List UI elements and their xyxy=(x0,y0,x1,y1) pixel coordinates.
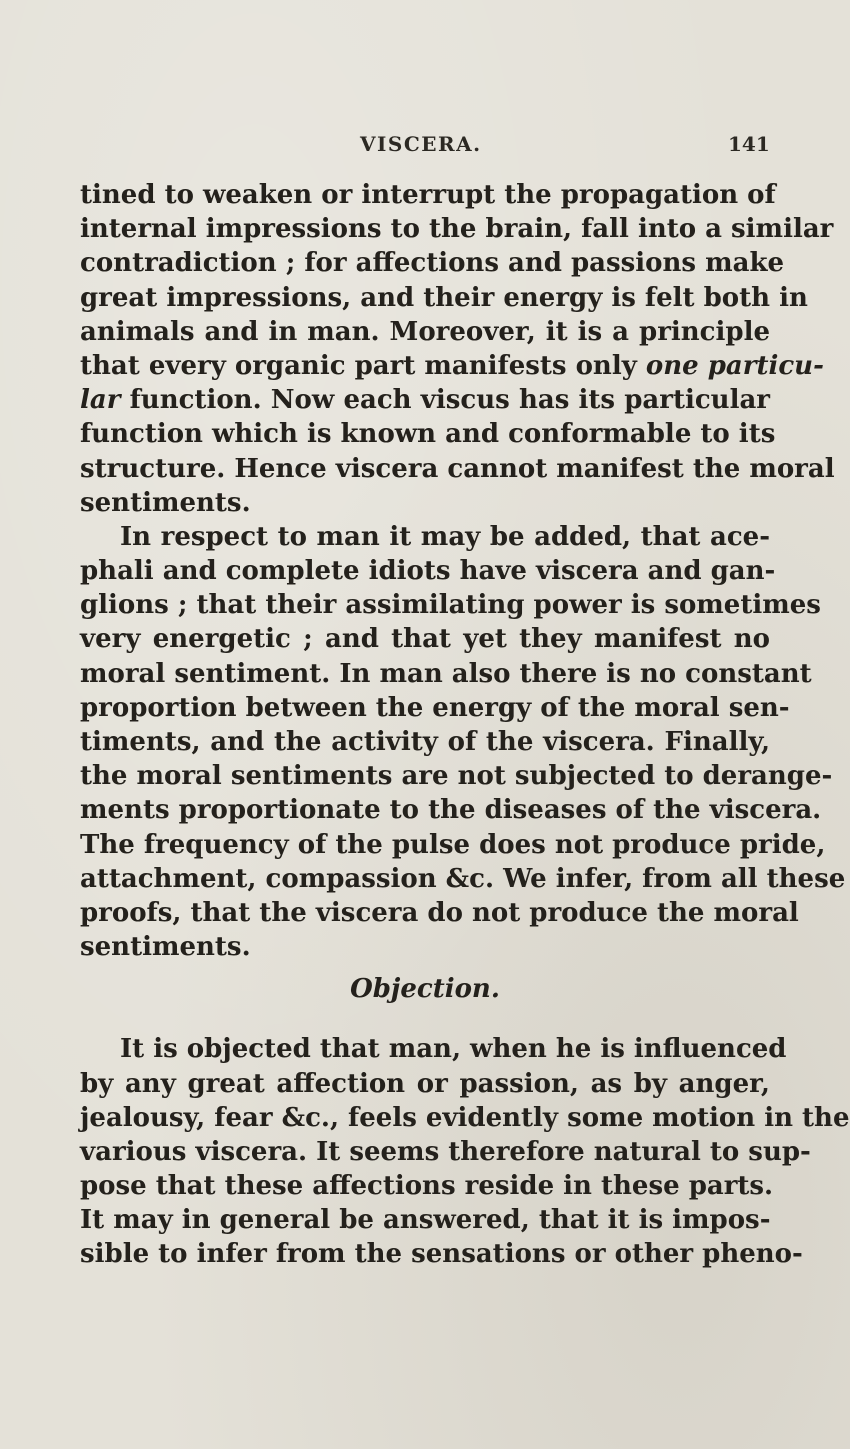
text-line: very energetic ; and that yet they manifest no xyxy=(80,624,770,655)
text-line: proofs, that the viscera do not produce the moral xyxy=(80,897,799,928)
text-line: timents, and the activity of the viscera. Finally, xyxy=(80,727,770,757)
text-line: jealousy, fear &c., feels evidently some motion in the xyxy=(80,1102,850,1133)
text-line: sentiments. xyxy=(80,487,251,518)
text-line: by any great affection or passion, as by anger, xyxy=(80,1068,770,1099)
section-heading: Objection. xyxy=(350,974,500,1005)
body-text xyxy=(80,178,850,1272)
text-line: sible to infer from the sensations or other pheno- xyxy=(80,1239,803,1270)
text-line: It may in general be answered, that it is impos- xyxy=(80,1205,771,1236)
running-title: VISCERA. xyxy=(360,132,482,156)
text-segment: function. Now each viscus has its particular xyxy=(129,385,770,416)
text-line: great impressions, and their energy is felt both in xyxy=(80,282,808,313)
text-segment: that every organic part manifests only xyxy=(80,350,637,381)
text-line: It is objected that man, when he is influenced xyxy=(120,1034,787,1065)
text-line-mixed xyxy=(80,383,770,417)
italic-text: one particu- xyxy=(645,350,824,381)
text-line: proportion between the energy of the moral sen- xyxy=(80,692,790,723)
text-line: the moral sentiments are not subjected to derange- xyxy=(80,761,833,792)
text-line: moral sentiment. In man also there is no constant xyxy=(80,658,812,689)
page-number: 141 xyxy=(728,132,770,156)
text-line: ments proportionate to the diseases of the viscera. xyxy=(80,795,822,826)
text-line: In respect to man it may be added, that ace- xyxy=(120,521,770,552)
text-line: function which is known and conformable to its xyxy=(80,419,776,450)
text-line: The frequency of the pulse does not produce pride, xyxy=(80,829,826,860)
text-line-mixed xyxy=(80,349,824,383)
text-line: animals and in man. Moreover, it is a principle xyxy=(80,316,770,347)
text-line: structure. Hence viscera cannot manifest the moral xyxy=(80,453,835,484)
text-line: sentiments. xyxy=(80,932,251,963)
text-line: various viscera. It seems therefore natural to sup- xyxy=(80,1136,811,1167)
text-line: tined to weaken or interrupt the propagation of xyxy=(80,180,776,210)
text-line: glions ; that their assimilating power is sometimes xyxy=(80,590,821,621)
text-line: phali and complete idiots have viscera and gan- xyxy=(80,556,776,587)
text-line: pose that these affections reside in these parts. xyxy=(80,1171,774,1202)
text-line: attachment, compassion &c. We infer, from all these xyxy=(80,863,846,894)
italic-text: lar xyxy=(80,385,121,416)
text-line: contradiction ; for affections and passions make xyxy=(80,248,785,279)
running-head xyxy=(0,132,800,162)
text-line: internal impressions to the brain, fall into a similar xyxy=(80,214,834,245)
